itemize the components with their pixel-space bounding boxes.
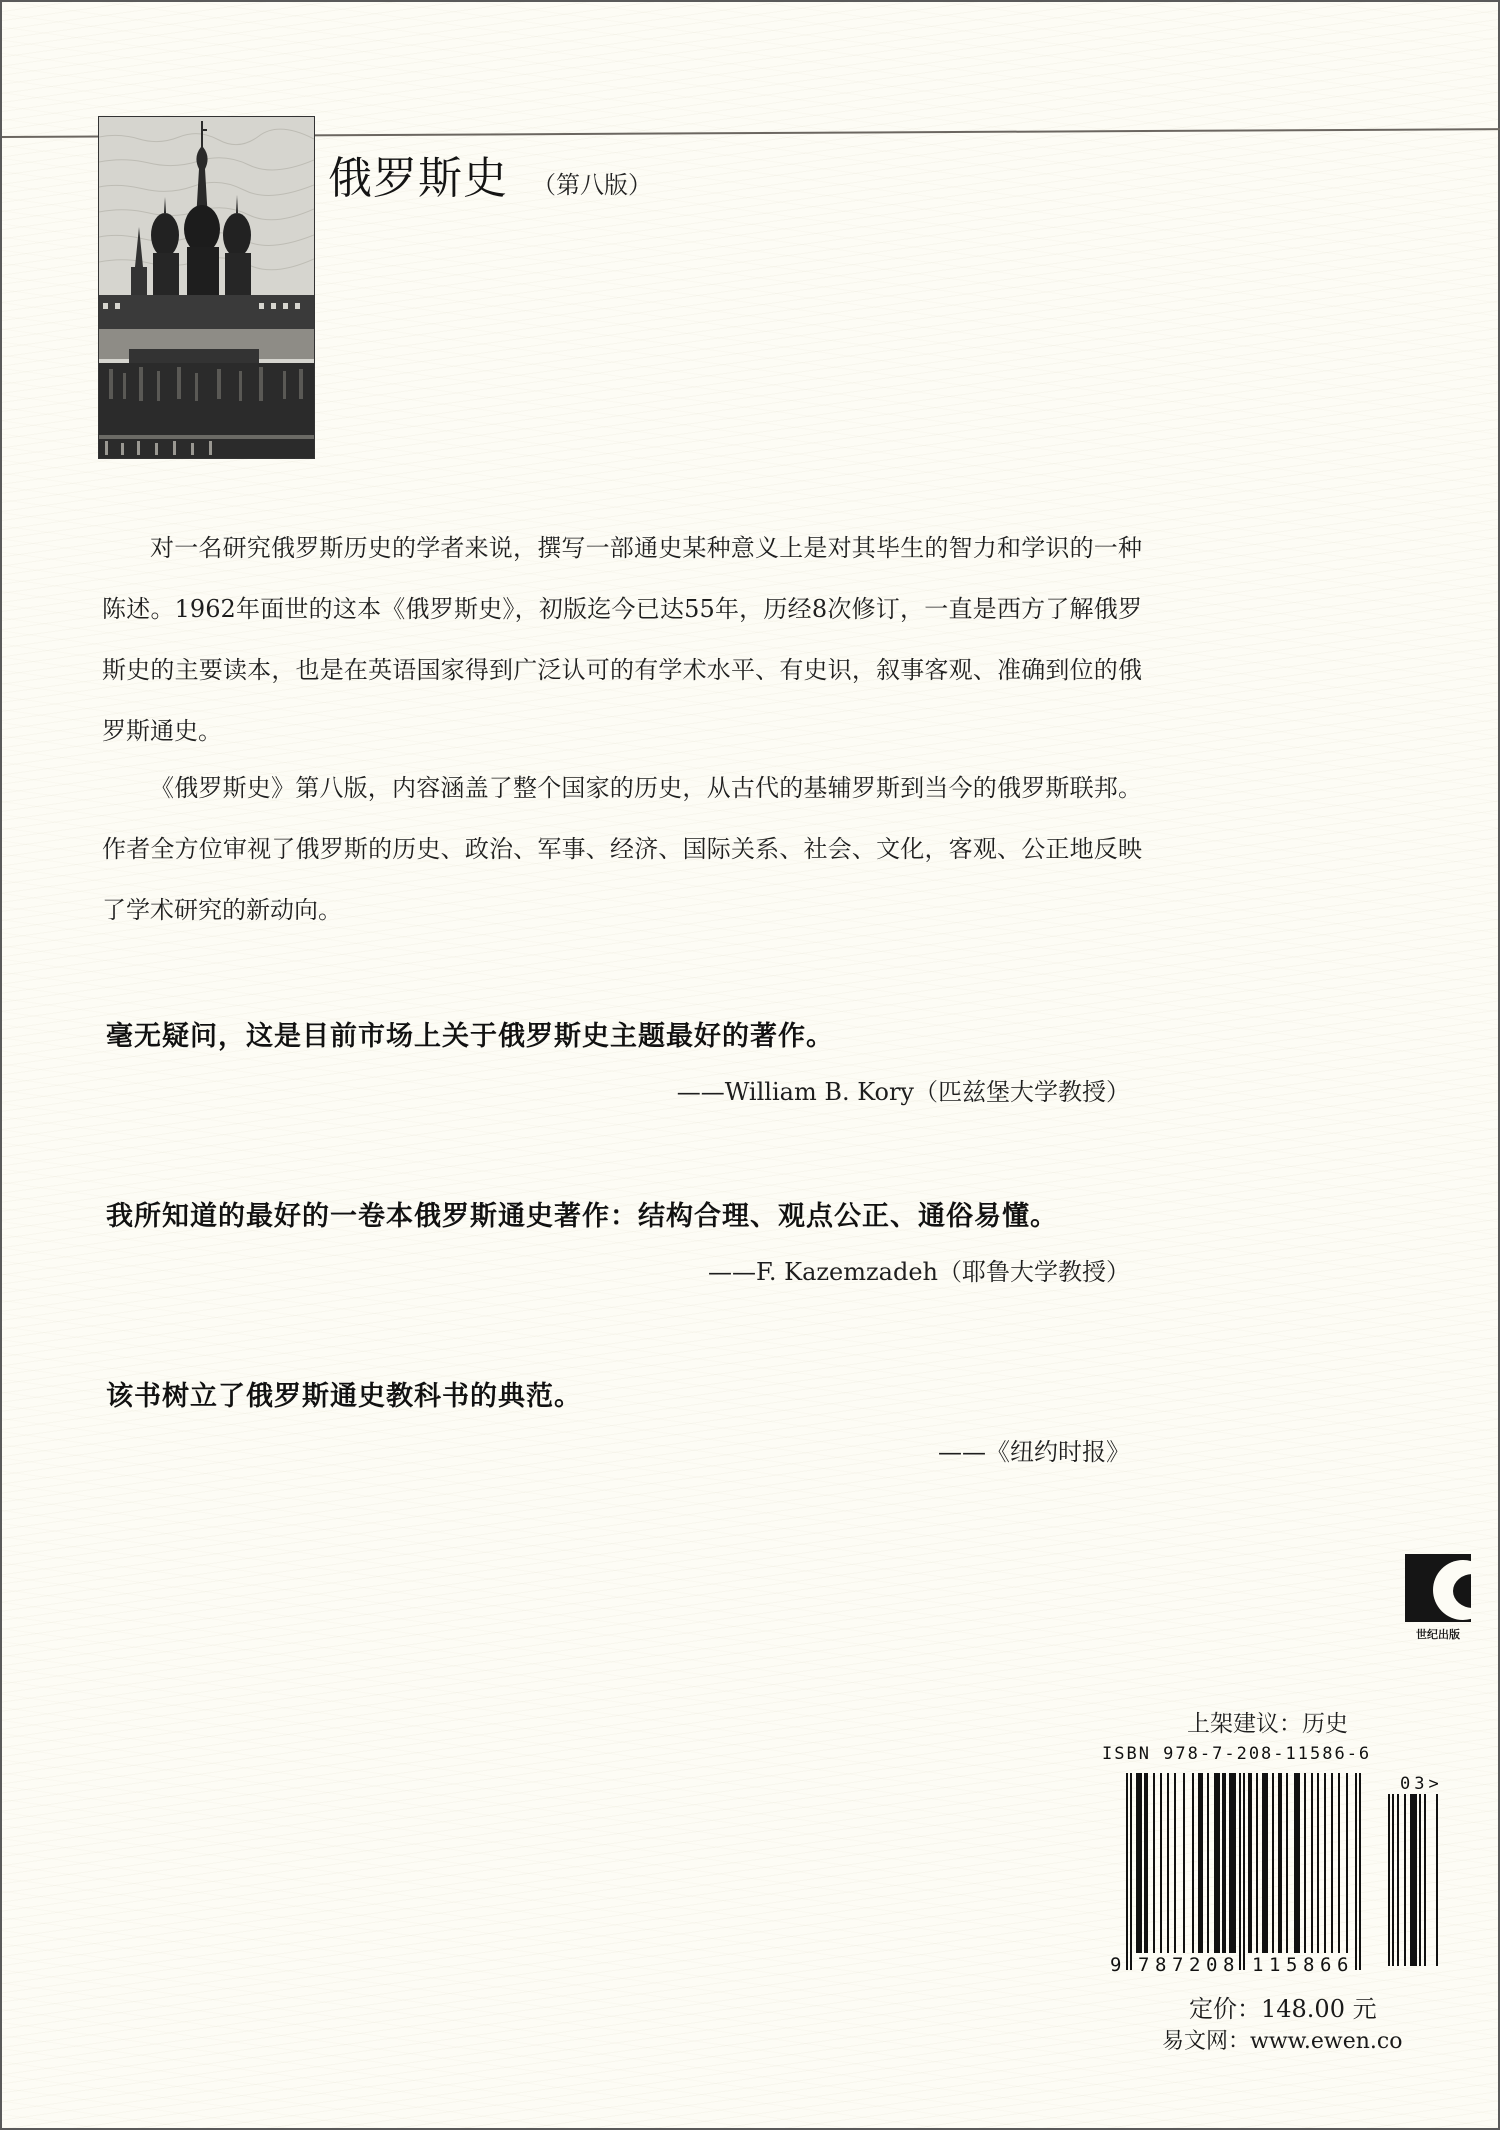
barcode-digit: 8 (1303, 1954, 1315, 1976)
barcode-digit: 5 (1286, 1954, 1298, 1976)
barcode-digit: 7 (1172, 1954, 1184, 1976)
price-label: 定价：148.00 元 (1189, 1995, 1377, 2023)
barcode-digit: 1 (1252, 1954, 1264, 1976)
isbn-number: ISBN 978-7-208-11586-6 (1102, 1744, 1372, 1764)
publisher-website-link[interactable]: 易文网：www.ewen.co (1162, 2029, 1403, 2054)
barcode-digit: 8 (1223, 1954, 1235, 1976)
barcode-digit: 1 (1269, 1954, 1281, 1976)
barcode-digit: 7 (1138, 1954, 1150, 1976)
barcode-digit: 6 (1337, 1954, 1349, 1976)
barcode-digit: 8 (1155, 1954, 1167, 1976)
cathedral-engraving-image (98, 116, 315, 459)
review-attribution-1: ——William B. Kory（匹兹堡大学教授） (676, 1078, 1130, 1106)
century-publishing-logo-icon (1405, 1554, 1471, 1622)
cathedral-illustration-icon (99, 117, 314, 458)
review-quote-2: 我所知道的最好的一卷本俄罗斯通史著作：结构合理、观点公正、通俗易懂。 (106, 1201, 1058, 1232)
publisher-logo (1405, 1554, 1471, 1644)
addon-code: 03> (1400, 1774, 1443, 1794)
barcode-digit: 9 (1110, 1954, 1122, 1976)
book-title: 俄罗斯史 (328, 153, 508, 204)
edition-label: （第八版） (532, 171, 652, 199)
barcode-digit: 6 (1320, 1954, 1332, 1976)
review-attribution-2: ——F. Kazemzadeh（耶鲁大学教授） (708, 1258, 1130, 1286)
shelf-suggestion: 上架建议：历史 (1187, 1711, 1348, 1737)
review-attribution-3: ——《纽约时报》 (938, 1438, 1130, 1466)
barcode-icon (1126, 1773, 1371, 1970)
review-quote-1: 毫无疑问，这是目前市场上关于俄罗斯史主题最好的著作。 (106, 1021, 834, 1052)
description-paragraph-2: 《俄罗斯史》第八版，内容涵盖了整个国家的历史，从古代的基辅罗斯到当今的俄罗斯联邦。作者全方位审视了俄罗斯的历史、政治、军事、经济、国际关系、社会、文化，客观、公正地反映了学术研究的新动向。 (102, 774, 1142, 924)
addon-barcode (1388, 1794, 1442, 1966)
publisher-name: 世纪出版 (1416, 1628, 1460, 1641)
book-title-block (328, 142, 652, 206)
isbn-barcode (1126, 1773, 1371, 1970)
barcode-digit: 0 (1206, 1954, 1218, 1976)
addon-barcode-icon (1388, 1794, 1442, 1966)
barcode-digit: 2 (1189, 1954, 1201, 1976)
description-paragraph-1: 对一名研究俄罗斯历史的学者来说，撰写一部通史某种意义上是对其毕生的智力和学识的一种陈述。1962年面世的这本《俄罗斯史》，初版迄今已达55年，历经8次修订，一直是西方了解俄罗斯史的主要读本，也是在英语国家得到广泛认可的有学术水平、有史识，叙事客观、准确到位的俄罗斯通史。 (102, 534, 1142, 745)
review-quote-3: 该书树立了俄罗斯通史教科书的典范。 (106, 1381, 582, 1412)
